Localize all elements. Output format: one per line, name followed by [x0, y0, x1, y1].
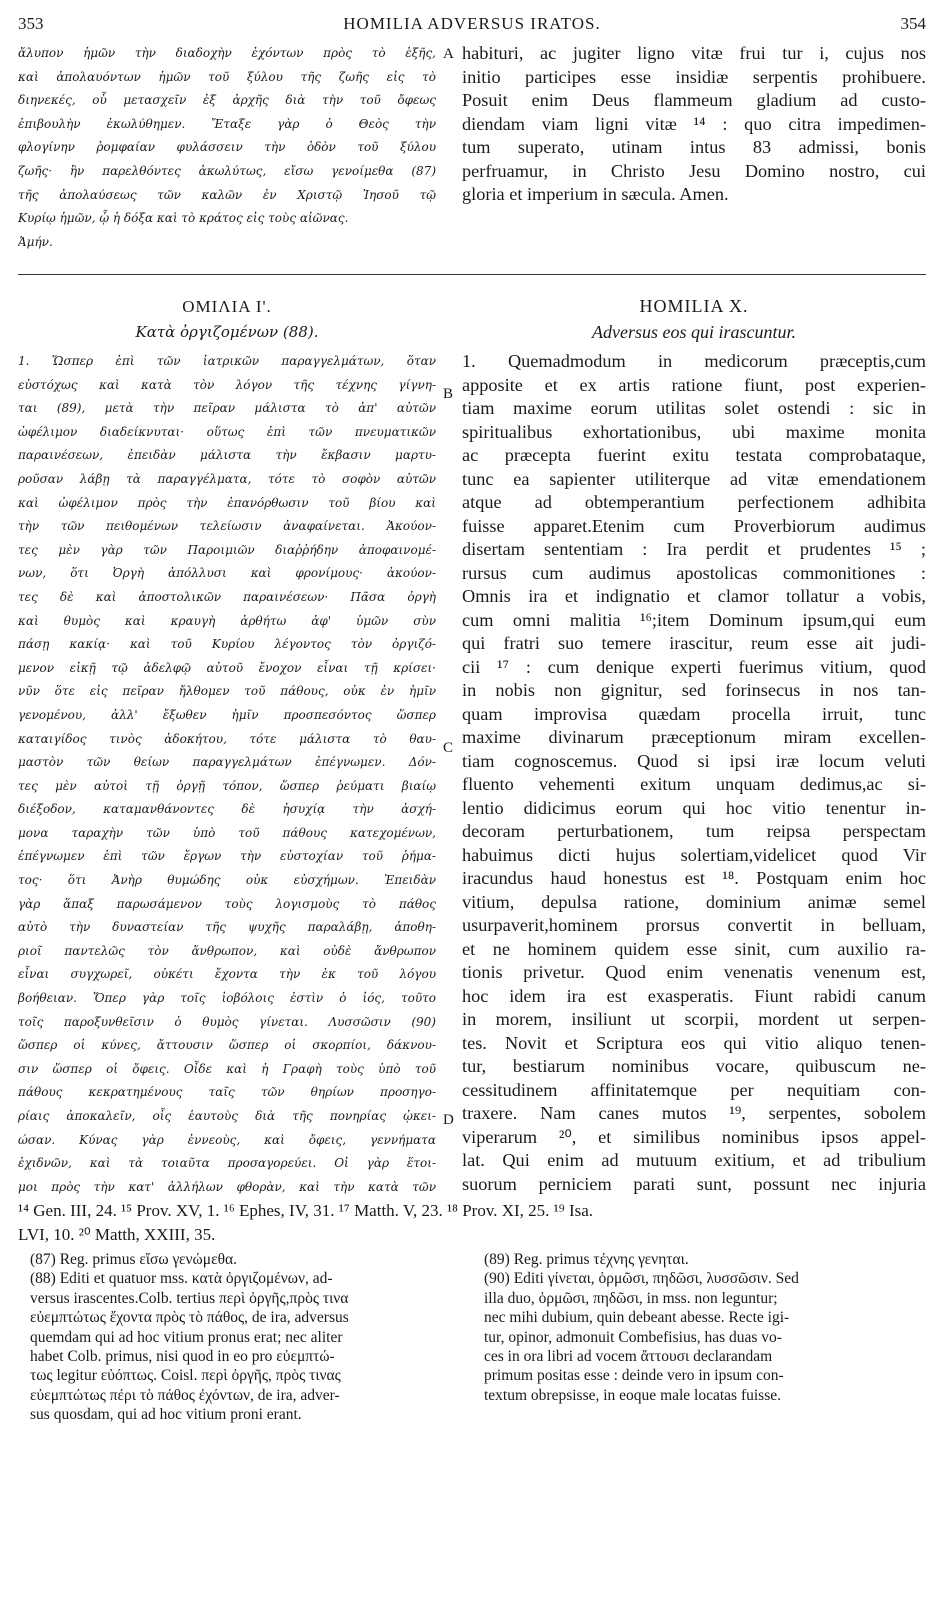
- latin-homily-subtitle: Adversus eos qui irascuntur.: [592, 322, 796, 342]
- latin-text-line: spiritualibus exhortationibus, ubi maxime monita: [462, 421, 926, 442]
- note-line: textum obrepsisse, in eoque male locatas fuisse.: [484, 1386, 782, 1404]
- page-number-right: 354: [900, 14, 926, 33]
- greek-text-line: ριοῖ παντελῶς τὸν ἄνθρωπον, καὶ οὐδὲ ἄνθρωπον: [18, 943, 436, 958]
- greek-text-line: ἐπέγνωμεν ἐπὶ τῶν ἔργων τὴν εὐστοχίαν τοῦ ῥήμα-: [18, 849, 436, 864]
- latin-text-line: habuimus dicti hujus solertiam,videlicet quod Vir: [462, 844, 926, 865]
- latin-text-line: hoc idem ira est exasperatis. Fiunt rabidi canum: [462, 985, 926, 1006]
- greek-text-line: Ἀμήν.: [18, 234, 53, 249]
- latin-text-line: rursus cum audimus apostolicas commonitiones :: [462, 562, 926, 583]
- greek-text-line: βοήθειαν. Ὅπερ γὰρ τοῖς ἰοβόλοις ἐστὶν ὁ ἰός, τοῦτο: [18, 991, 436, 1006]
- scripture-footnotes: [18, 1199, 926, 1247]
- greek-text-line: Κυρίῳ ἡμῶν, ᾧ ἡ δόξα καὶ τὸ κράτος εἰς τοὺς αἰῶνας.: [18, 211, 349, 226]
- greek-text-line: ροῦσαν λάβῃ τὰ παραγγέλματα, τότε τὸ σοφὸν αὐτῶν: [18, 471, 436, 486]
- greek-text-line: ρίαις ἀποκαλεῖν, οἷς ἑαυτοὺς διὰ τῆς πονηρίας ᾠκει-: [18, 1109, 436, 1123]
- latin-text-line: in nobis non gignitur, sed forinsecus in nos tan-: [462, 680, 926, 700]
- note-line: εὐεμπτώτως ἔχοντα πρὸς τὸ πάθος, de ira, adversus: [30, 1309, 349, 1327]
- latin-text-line: initio participes esse insidiæ serpentis prohibuere.: [462, 66, 926, 87]
- greek-text-line: ἐχιδνῶν, καὶ τὰ τοιαῦτα προσαγορεύει. Οἱ γὰρ ἕτοι-: [18, 1156, 436, 1171]
- latin-text-line: in morem, insiliunt ut scorpii, mordent ut serpen-: [462, 1009, 926, 1029]
- note-line: illa duo, ὁρμῶσι, πηδῶσι, in mss. non leguntur;: [484, 1289, 778, 1307]
- latin-text-line: atque ad obtemperantium perfectionem adhibita: [462, 492, 926, 512]
- latin-text-line: et ne hominem quidem esse sinit, cum auxilio ra-: [462, 938, 926, 959]
- greek-text-line: πάσῃ κακίᾳ· καὶ τοῦ Κυρίου λέγοντος τὸν ὀργιζό-: [18, 637, 436, 652]
- note-line: nec mihi dubium, quin debeant abesse. Recte igi-: [484, 1309, 790, 1327]
- margin-letter-a: A: [443, 46, 454, 62]
- latin-text-line: tes. Novit et Scriptura eos qui vitio aliquo tenen-: [462, 1032, 926, 1053]
- latin-text-line: qui fratri suo temere irascitur, reum esse ait judi-: [462, 633, 926, 653]
- greek-text-line: τες μὲν γὰρ τῶν Παροιμιῶν διαῤῥήδην ἀποφαινομέ-: [18, 542, 436, 557]
- latin-text-line: decoram perturbationem, tum reipsa perspectam: [462, 821, 926, 841]
- latin-text-line: vitium, depulsa ratione, dominium animæ semel: [462, 891, 926, 912]
- greek-text-line: φλογίνην ῥομφαίαν φυλάσσειν τὴν ὁδὸν τοῦ ξύλου: [18, 140, 436, 155]
- greek-text-line: μονα ταραχὴν τῶν ὑπὸ τοῦ πάθους κατεχομένων,: [18, 825, 436, 840]
- greek-text-line: διέξοδον, καταμανθάνοντες δὲ ἡσυχίᾳ τὴν ἀσχή-: [18, 802, 436, 817]
- note-line: τως legitur εὐόπτως. Coisl. περὶ ὀργῆς, πρὸς τινας: [30, 1367, 341, 1385]
- greek-text-line: ζωῆς· ἣν παρελθόντες ἀκωλύτως, εἴσω γενοίμεθα (87): [18, 163, 436, 178]
- latin-text-line: lat. Qui enim ad mutuum exitium, et ad tribulium: [462, 1150, 926, 1170]
- latin-text-line: cum omni malitia ¹⁶;item Dominum ipsum,qui eum: [462, 609, 926, 630]
- greek-text-line: νων, ὅτι Ὀργὴ ἀπόλλυσι καὶ φρονίμους· ἀκούον-: [18, 566, 436, 581]
- greek-text-line: καὶ ἀπολαυόντων ἡμῶν τοῦ ξύλου τῆς ζωῆς εἰς τὸ: [18, 69, 436, 84]
- greek-text-line: καταιγίδος τινὸς ἀδοκήτου, τότε μάλιστα τὸ θαυ-: [18, 731, 436, 746]
- greek-text-line: γὰρ ἅπαξ παρωσάμενον τοὺς λογισμοὺς τὸ πάθος: [18, 896, 436, 911]
- greek-body-text: [18, 350, 436, 1199]
- latin-text-line: usurpaverit,hominem prorsus convertit in belluam,: [462, 915, 926, 935]
- greek-text-line: τῆς ἀπολαύσεως τῶν καλῶν ἐν Χριστῷ Ἰησοῦ τῷ: [18, 187, 436, 202]
- latin-text-line: 1. Quemadmodum in medicorum præceptis,cum: [462, 351, 926, 371]
- greek-homily-title: ΟΜΙΛΙΑ Ι'.: [182, 297, 272, 316]
- note-line: quemdam qui ad hoc vitium pronus erat; nec aliter: [30, 1328, 343, 1346]
- editorial-notes-left: [30, 1250, 440, 1425]
- latin-text-line: tionis privetur. Quod enim venenatis venenum est,: [462, 962, 926, 982]
- greek-text-line: σιν ὥσπερ οἱ ὄφεις. Οἶδε καὶ ἡ Γραφὴ τοὺς ὑπὸ τοῦ: [18, 1061, 436, 1076]
- note-line: εὐεμπτώτως πέρι τὸ πάθος ἐχόντων, de ira, adver-: [30, 1386, 340, 1404]
- latin-text-line: viperarum ²⁰, et similibus nominibus ipsos appel-: [462, 1126, 926, 1147]
- running-title: HOMILIA ADVERSUS IRATOS.: [343, 14, 601, 33]
- latin-text-line: Omnis ira et indignatio et clamor tollatur a vobis,: [462, 586, 926, 606]
- note-line: (88) Editi et quatuor mss. κατὰ ὀργιζομένων, ad-: [30, 1270, 333, 1288]
- latin-text-line: tiam maxime eorum utilitas solet ostendi : sic in: [462, 398, 926, 418]
- editorial-notes-right: [484, 1250, 916, 1405]
- greek-text-line: ὠφέλιμον διαδείκνυται· οὕτως ἐπὶ τῶν πνευματικῶν: [18, 424, 436, 439]
- note-line: tur, opinor, admonuit Combefisius, has duas vo-: [484, 1328, 782, 1346]
- latin-text-line: tiam cognoscemus. Quod si ipsi iræ locum veluti: [462, 750, 926, 771]
- greek-text-line: εἶναι συγχωρεῖ, οὐκέτι ἔχοντα τὴν ἐκ τοῦ λόγου: [18, 967, 436, 982]
- greek-text-line: 1. Ὥσπερ ἐπὶ τῶν ἰατρικῶν παραγγελμάτων, ὅταν: [18, 354, 436, 368]
- note-line: habet Colb. primus, nisi quod in eo pro εὐεμπτώ-: [30, 1348, 335, 1366]
- greek-text-line: γενομένου, ἀλλ' ἔξωθεν ἡμῖν προσπεσόντος ὥσπερ: [18, 707, 436, 722]
- latin-text-line: lentio didicimus eorum qui hoc vitio tenentur in-: [462, 797, 926, 818]
- greek-text-line: μοι πρὸς τὴν κατ' ἀλλήλων φθορὰν, καὶ τὴν κατὰ τῶν: [18, 1179, 436, 1194]
- latin-text-line: perfruamur, in Christo Jesu Domino nostro, cui: [462, 160, 926, 181]
- greek-text-line: πάθους κεκρατημένους ταῖς τῶν θηρίων προσηγο-: [18, 1085, 436, 1100]
- latin-text-line: quam improvisa quædam procella irruit, tunc: [462, 703, 926, 724]
- margin-letter-d: D: [443, 1112, 454, 1128]
- greek-text-line: μενον εἰκῇ τῷ ἀδελφῷ αὐτοῦ ἔνοχον εἶναι τῇ κρίσει·: [18, 660, 436, 675]
- footnote-line: ¹⁴ Gen. III, 24. ¹⁵ Prov. XV, 1. ¹⁶ Ephes, IV, 31. ¹⁷ Matth. V, 23. ¹⁸ Prov. XI, 25. ¹⁹ Isa.: [18, 1201, 594, 1220]
- greek-text-line: μαστὸν τῶν θείων παραγγελμάτων ἐπέγνωμεν. Δόν-: [18, 755, 436, 770]
- latin-homily-title: HOMILIA X.: [639, 296, 749, 316]
- greek-text-line: καὶ ὠφέλιμον πρὸς τὴν ἐπανόρθωσιν τοῦ βίου καὶ: [18, 495, 436, 510]
- greek-homily-subtitle: Κατὰ ὀργιζομένων (88).: [135, 323, 319, 341]
- latin-text-line: tum superato, utinam intus 83 admissi, bonis: [462, 137, 926, 157]
- latin-text-line: apposite et ex artis ratione fiunt, post experien-: [462, 374, 926, 395]
- latin-text-line: gloria et imperium in sæcula. Amen.: [462, 184, 729, 204]
- greek-text-line: ἐπιβουλὴν ἐκωλύθημεν. Ἔταξε γὰρ ὁ Θεὸς τὴν: [18, 116, 436, 131]
- note-line: sus quosdam, qui ad hoc vitium proni erant.: [30, 1406, 302, 1424]
- note-line: (89) Reg. primus τέχνης γενηται.: [484, 1251, 689, 1268]
- greek-text-line: ται (89), μετὰ τὴν πεῖραν μάλιστα τὸ ἀπ' αὐτῶν: [18, 401, 436, 416]
- latin-body-text: [462, 350, 926, 1196]
- latin-text-line: disertam sententiam : Ira perdit et prudentes ¹⁵ ;: [462, 539, 926, 559]
- greek-text-line: ώσαν. Κύνας γὰρ ἐννεοὺς, καὶ ὄφεις, γεννήματα: [18, 1132, 436, 1147]
- latin-text-line: fuisse apparet.Etenim cum Proverbiorum audimus: [462, 515, 926, 536]
- latin-text-line: tunc ea sapienter utiliterque ad vitæ emendationem: [462, 468, 926, 489]
- latin-continuation: [462, 42, 926, 207]
- note-line: versus irascentes.Colb. tertius περὶ ὀργῆς,πρὸς τινα: [30, 1289, 349, 1307]
- greek-text-line: εὐστόχως καὶ κατὰ τὸν λόγον τῆς τέχνης γίγνη-: [18, 377, 436, 392]
- greek-text-line: τες δὲ καὶ ἀποστολικῶν παραινέσεων· Πᾶσα ὀργὴ: [18, 589, 436, 604]
- latin-text-line: habituri, ac jugiter ligno vitæ frui tur i, cujus nos: [462, 43, 926, 63]
- greek-continuation: [18, 42, 436, 254]
- margin-letter-c: C: [443, 740, 454, 756]
- greek-text-line: νῦν ὅτε εἰς πεῖραν ἤλθομεν τοῦ πάθους, οὐκ ἐν ἡμῖν: [18, 684, 436, 699]
- latin-text-line: Posuit enim Deus flammeum gladium ad custo-: [462, 90, 926, 110]
- latin-text-line: cii ¹⁷ : cum denique experti fuerimus vitium, quod: [462, 656, 926, 677]
- greek-text-line: τος· ὅτι Ἀνὴρ θυμώδης οὐκ εὐσχήμων. Ἐπειδὰν: [18, 873, 436, 888]
- greek-text-line: τοῖς παροξυνθεῖσιν ὁ θυμὸς γίνεται. Λυσσῶσιν (90): [18, 1014, 436, 1029]
- note-line: ces in ora libri ad vocem ἄττουσι declarandam: [484, 1348, 773, 1366]
- greek-text-line: καὶ θυμὸς καὶ κραυγὴ ἀρθήτω ἀφ' ὑμῶν σὺν: [18, 613, 436, 628]
- latin-text-line: ac præcepta fuerint exitu testata comprobataque,: [462, 445, 926, 465]
- note-line: primum positas esse : deinde vero in ipsum con-: [484, 1367, 784, 1385]
- running-header: [18, 14, 926, 38]
- latin-text-line: maxime divinarum præceptionum miram excellen-: [462, 727, 926, 747]
- greek-text-line: παραινέσεων, ἐπειδὰν μάλιστα τὴν ἔκβασιν μαρτυ-: [18, 448, 436, 463]
- latin-text-line: fluento vehementi exitum unquam dedimus,ac si-: [462, 774, 926, 794]
- page-number-left: 353: [18, 14, 44, 33]
- note-line: (90) Editi γίνεται, ὁρμῶσι, πηδῶσι, λυσσῶσιν. Sed: [484, 1270, 799, 1288]
- latin-text-line: traxere. Nam canes mutos ¹⁹, serpentes, sobolem: [462, 1103, 926, 1123]
- latin-text-line: diendam viam ligni vitæ ¹⁴ : quo citra impedimen-: [462, 113, 926, 134]
- section-divider: [18, 274, 926, 275]
- greek-text-line: τὴν τῶν πειθομένων τελείωσιν ἀναφαίνεται. Ἀκούον-: [18, 519, 436, 534]
- latin-text-line: cessitudinem affinitatemque per nequitiam con-: [462, 1079, 926, 1100]
- greek-text-line: τες μὲν αὐτοὶ τῇ ὀργῇ τόπον, ὥσπερ ῥεύματι βιαίῳ: [18, 778, 436, 793]
- latin-text-line: suorum perniciem parati sunt, possunt nec injuria: [462, 1173, 926, 1194]
- footnote-line: LVI, 10. ²⁰ Matth, XXIII, 35.: [18, 1225, 216, 1244]
- greek-text-line: ὥσπερ οἱ κύνες, ἄττουσιν ὥσπερ οἱ σκορπίοι, δάκνου-: [18, 1038, 436, 1053]
- greek-text-line: ἄλυπον ἡμῶν τὴν διαδοχὴν ἐχόντων πρὸς τὸ ἑξῆς,: [18, 46, 436, 60]
- greek-text-line: διηνεκές, οὗ μετασχεῖν ἐξ ἀρχῆς διὰ τὴν τοῦ ὄφεως: [18, 93, 436, 108]
- note-line: (87) Reg. primus εἴσω γενώμεθα.: [30, 1251, 238, 1268]
- greek-text-line: αὐτὸ τὴν δυναστείαν τῆς ψυχῆς παραλάβῃ, ἀποθη-: [18, 920, 436, 935]
- latin-text-line: iracundus haud honestus est ¹⁸. Postquam enim hoc: [462, 868, 926, 888]
- latin-text-line: tur, bestiarum nominibus vocare, quibuscum ne-: [462, 1056, 926, 1076]
- margin-letter-b: B: [443, 386, 454, 402]
